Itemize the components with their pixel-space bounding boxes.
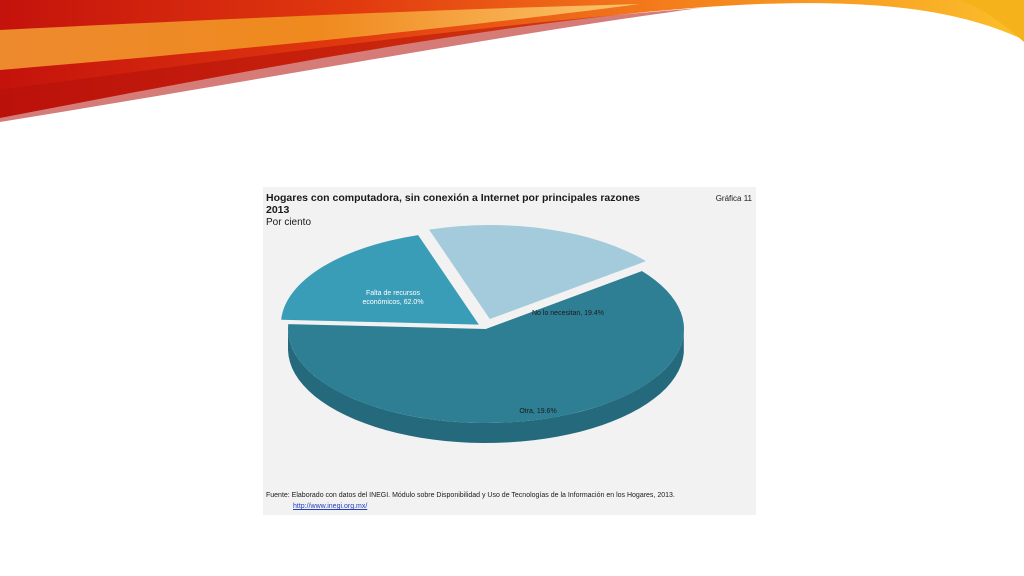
decorative-banner — [0, 0, 1024, 130]
pie-chart — [263, 187, 756, 515]
chart-subtitle: Por ciento — [266, 217, 312, 228]
pie-slice-label-1: Falta de recursos económicos, 62.0% — [362, 290, 424, 306]
chart-title-text: Hogares con computadora, sin conexión a Internet por principales razones — [266, 192, 641, 204]
source-note: Fuente: Elaborado con datos del INEGI. Módulo sobre Disponibilidad y Uso de Tecnologías de la Información en los Hogares, 2013. — [266, 492, 675, 499]
figure-number-label: Gráfica 11 — [715, 194, 752, 203]
pie-slice-label-3: Otra, 19.6% — [519, 408, 557, 415]
pie-slice-label-2: No lo necesitan, 19.4% — [532, 310, 604, 317]
chart-figure — [263, 187, 756, 515]
source-link[interactable]: http://www.inegi.org.mx/ — [293, 503, 368, 510]
chart-title-year: 2013 — [266, 204, 290, 216]
